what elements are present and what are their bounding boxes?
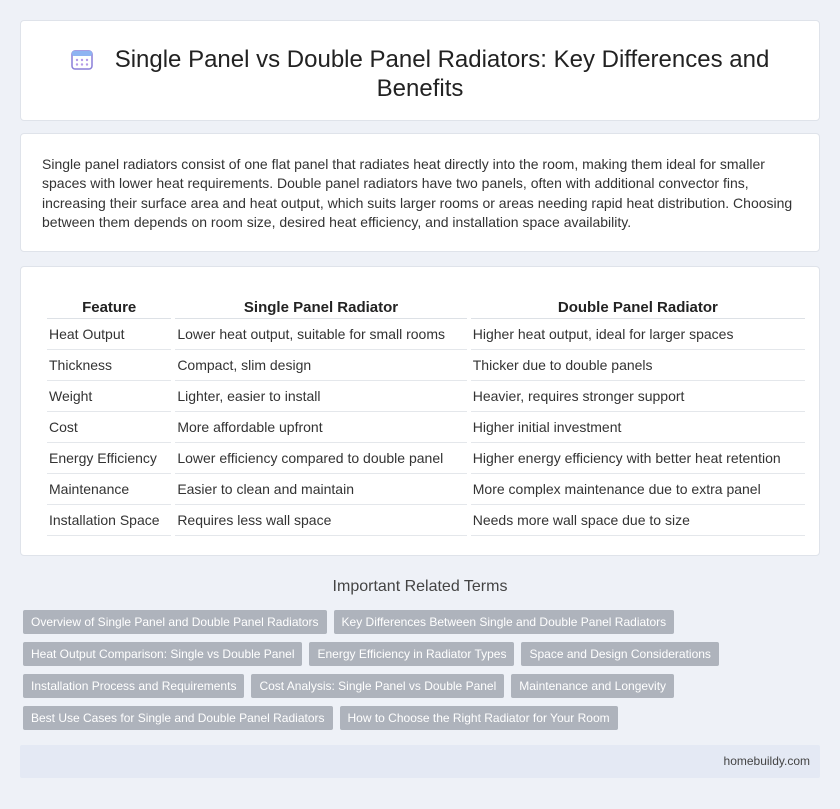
- table-cell: Heat Output: [47, 319, 171, 350]
- column-header: Feature: [47, 296, 171, 319]
- related-terms-list: [23, 610, 823, 738]
- column-header: Double Panel Radiator: [471, 296, 805, 319]
- site-name[interactable]: homebuildy.com: [723, 754, 810, 768]
- table-cell: More affordable upfront: [175, 412, 466, 443]
- table-cell: Lower heat output, suitable for small rooms: [175, 319, 466, 350]
- table-cell: Maintenance: [47, 474, 171, 505]
- related-term-link[interactable]: Installation Process and Requirements: [23, 674, 244, 698]
- table-row: [47, 443, 805, 474]
- related-term-link[interactable]: Cost Analysis: Single Panel vs Double Panel: [251, 674, 504, 698]
- table-cell: Lower efficiency compared to double panel: [175, 443, 466, 474]
- table-cell: Heavier, requires stronger support: [471, 381, 805, 412]
- related-term-link[interactable]: Heat Output Comparison: Single vs Double Panel: [23, 642, 302, 666]
- table-cell: Installation Space: [47, 505, 171, 536]
- table-cell: Compact, slim design: [175, 350, 466, 381]
- related-term-link[interactable]: Overview of Single Panel and Double Panel Radiators: [23, 610, 327, 634]
- intro-card: [20, 133, 820, 252]
- related-term-link[interactable]: Best Use Cases for Single and Double Panel Radiators: [23, 706, 333, 730]
- table-cell: Needs more wall space due to size: [471, 505, 805, 536]
- related-term-link[interactable]: Energy Efficiency in Radiator Types: [309, 642, 514, 666]
- related-terms-heading: Important Related Terms: [332, 578, 508, 595]
- table-cell: Easier to clean and maintain: [175, 474, 466, 505]
- table-cell: Lighter, easier to install: [175, 381, 466, 412]
- table-cell: Higher energy efficiency with better heat retention: [471, 443, 805, 474]
- table-cell: Weight: [47, 381, 171, 412]
- related-term-link[interactable]: Space and Design Considerations: [521, 642, 718, 666]
- table-row: [47, 505, 805, 536]
- table-header-row: [47, 296, 805, 319]
- table-row: [47, 350, 805, 381]
- table-cell: Requires less wall space: [175, 505, 466, 536]
- table-cell: Thickness: [47, 350, 171, 381]
- table-row: [47, 474, 805, 505]
- page-title: Single Panel vs Double Panel Radiators: Key Differences and Benefits: [114, 46, 770, 102]
- comparison-table: [43, 296, 809, 536]
- calendar-icon: [71, 48, 93, 70]
- table-cell: More complex maintenance due to extra panel: [471, 474, 805, 505]
- table-cell: Energy Efficiency: [47, 443, 171, 474]
- column-header: Single Panel Radiator: [175, 296, 466, 319]
- related-term-link[interactable]: Key Differences Between Single and Double Panel Radiators: [334, 610, 675, 634]
- title-card: [20, 20, 820, 121]
- related-term-link[interactable]: Maintenance and Longevity: [511, 674, 674, 698]
- table-row: [47, 381, 805, 412]
- comparison-table-card: [20, 266, 820, 556]
- table-cell: Cost: [47, 412, 171, 443]
- table-row: [47, 319, 805, 350]
- related-term-link[interactable]: How to Choose the Right Radiator for Your Room: [340, 706, 618, 730]
- table-cell: Higher initial investment: [471, 412, 805, 443]
- intro-text: Single panel radiators consist of one flat panel that radiates heat directly into the room, making them ideal for smaller spaces with lower heat requirements. Double panel radiators have two panels, often with additional convector fins, increasing their surface area and heat output, which suits larger rooms or areas needing rapid heat distribution. Choosing between them depends on room size, desired heat efficiency, and installation space availability.: [42, 156, 793, 230]
- table-cell: Higher heat output, ideal for larger spaces: [471, 319, 805, 350]
- table-cell: Thicker due to double panels: [471, 350, 805, 381]
- table-row: [47, 412, 805, 443]
- footer: [20, 745, 820, 778]
